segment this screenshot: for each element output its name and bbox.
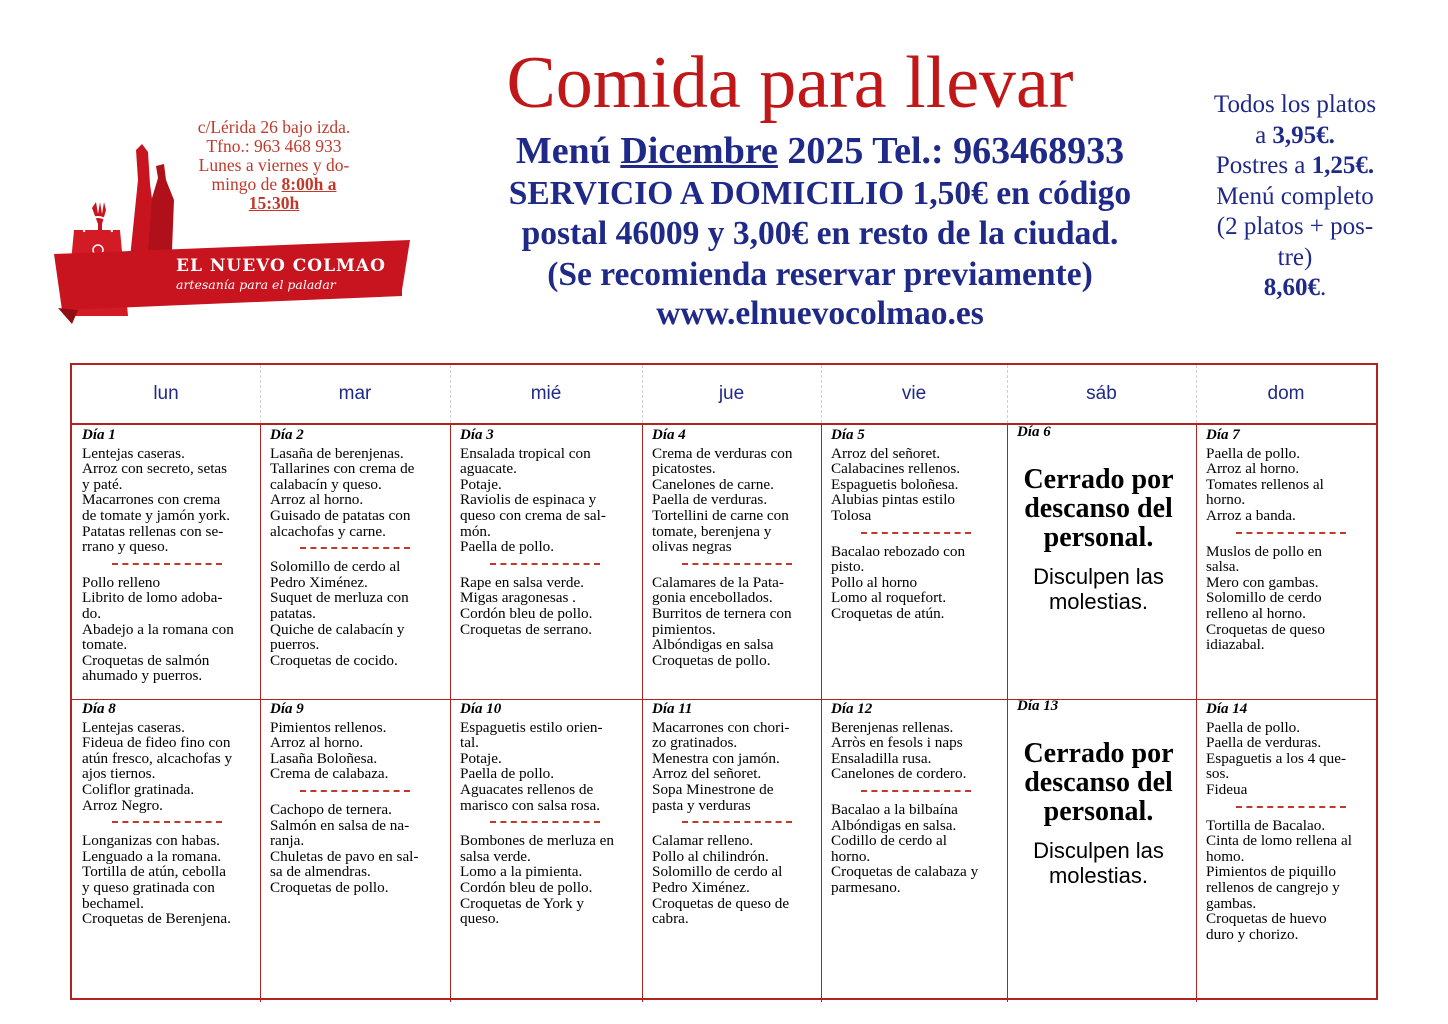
dish-item: Arroz del señoret.	[652, 765, 762, 783]
logo-tagline: artesanía para el paladar	[176, 277, 336, 292]
dish-item: Solomillo de cerdo al	[270, 558, 401, 576]
weekday-5: sáb	[1086, 383, 1117, 404]
address-hours-prefix: mingo de	[211, 174, 282, 194]
day-cell	[450, 425, 642, 699]
address-hours-end: 15:30h	[248, 193, 300, 213]
dish-item: horno.	[1206, 491, 1246, 509]
day-number: Día 3	[460, 427, 494, 443]
closed-notice: Cerrado por descanso del personal.	[1023, 463, 1174, 553]
price-line-6: tre)	[1277, 243, 1313, 271]
day-number: Día 2	[270, 427, 304, 443]
day-number: Día 8	[82, 701, 116, 717]
price-block	[1190, 90, 1400, 304]
header-divider	[821, 365, 822, 423]
course-separator	[831, 786, 1007, 796]
dish-item: Canelones de cordero.	[831, 765, 967, 783]
dish-item: idiazabal.	[1206, 636, 1265, 654]
dish-item: ajos tiernos.	[82, 765, 156, 783]
dish-item: Canelones de carne.	[652, 475, 774, 493]
dish-item: Quiche de calabacín y	[270, 620, 405, 638]
address-block	[168, 118, 380, 213]
dish-item: pisto.	[831, 558, 865, 576]
dish-item: Paella de pollo.	[460, 765, 555, 783]
dish-item: Cachopo de ternera.	[270, 800, 392, 818]
course-separator	[460, 817, 642, 827]
dish-item: Croquetas de cocido.	[270, 651, 398, 669]
website-link[interactable]: www.elnuevocolmao.es	[656, 295, 984, 332]
dish-item: Crema de calabaza.	[270, 765, 389, 783]
dish-item: Patatas rellenas con se-	[82, 522, 224, 540]
day-number: Día 10	[460, 701, 502, 717]
header-divider	[260, 365, 261, 423]
course-separator	[82, 817, 260, 827]
menu-heading	[420, 128, 1220, 174]
dish-item: Cinta de lomo rellena al	[1206, 832, 1352, 850]
dish-item: picatostes.	[652, 460, 716, 478]
day-cell	[72, 425, 260, 699]
course-separator	[831, 528, 1007, 538]
dish-item: alcachofas y carne.	[270, 522, 386, 540]
dish-item: tal.	[460, 734, 479, 752]
dish-item: salsa.	[1206, 558, 1240, 576]
dish-item: Suquet de merluza con	[270, 589, 409, 607]
dish-item: Fideua de fideo fino con	[82, 734, 231, 752]
weekday-6: dom	[1267, 383, 1305, 404]
page-title: Comida para llevar	[506, 42, 1074, 124]
dish-item: Coliflor gratinada.	[82, 780, 195, 798]
dish-item: Solomillo de cerdo al	[652, 863, 783, 881]
dish-item: Aguacates rellenos de	[460, 780, 594, 798]
dish-item: Croquetas de Berenjena.	[82, 910, 231, 928]
course-separator	[460, 559, 642, 569]
dish-item: marisco con salsa rosa.	[460, 796, 601, 814]
dish-item: parmesano.	[831, 878, 901, 896]
dish-item: bechamel.	[82, 894, 144, 912]
dish-item: Bombones de merluza en	[460, 832, 614, 850]
day-number: Día 13	[1017, 698, 1059, 714]
dish-item: sos.	[1206, 765, 1230, 783]
dish-item: tomate.	[82, 636, 128, 654]
dish-item: Potaje.	[460, 749, 502, 767]
dish-item: Pedro Ximénez.	[652, 878, 750, 896]
day-cell	[642, 425, 821, 699]
price-dish: 3,95€.	[1272, 121, 1335, 149]
day-number: Día 12	[831, 701, 873, 717]
logo-name: EL NUEVO COLMAO	[176, 256, 386, 276]
dish-item: Arroz al horno.	[270, 734, 364, 752]
dish-item: Espaguetis a los 4 que-	[1206, 749, 1347, 767]
dish-item: puerros.	[270, 636, 320, 654]
dish-item: Lentejas caseras.	[82, 718, 185, 736]
price-dish-prefix: a	[1255, 121, 1273, 149]
day-cell	[1196, 425, 1376, 699]
address-days: Lunes a viernes y do-	[198, 155, 350, 175]
dish-item: ranja.	[270, 832, 305, 850]
dish-item: Lentejas caseras.	[82, 444, 185, 462]
delivery-line-1: SERVICIO A DOMICILIO 1,50€ en código	[508, 175, 1132, 212]
dish-item: Arroz al horno.	[270, 491, 364, 509]
day-number: Día 1	[82, 427, 116, 443]
day-cell	[72, 699, 260, 998]
dish-item: aguacate.	[460, 460, 517, 478]
dish-item: Croquetas de serrano.	[460, 620, 593, 638]
dish-item: Albóndigas en salsa	[652, 636, 774, 654]
dish-item: gambas.	[1206, 894, 1257, 912]
address-hours-start: 8:00h a	[281, 174, 337, 194]
dish-item: Croquetas de pollo.	[270, 878, 389, 896]
header-divider	[450, 365, 451, 423]
dish-item: Pimientos rellenos.	[270, 718, 387, 736]
dish-item: Paella de verduras.	[652, 491, 768, 509]
weekday-1: mar	[338, 383, 372, 404]
price-line-7	[1190, 273, 1400, 304]
dish-item: Croquetas de calabaza y	[831, 863, 979, 881]
dish-item: Croquetas de pollo.	[652, 651, 771, 669]
dish-item: Arroz al horno.	[1206, 460, 1300, 478]
dish-item: pasta y verduras	[652, 796, 751, 814]
dish-item: duro y chorizo.	[1206, 925, 1299, 943]
dish-item: Paella de pollo.	[1206, 718, 1301, 736]
menu-calendar	[70, 363, 1378, 1000]
dish-item: Muslos de pollo en	[1206, 542, 1323, 560]
dish-item: Cordón bleu de pollo.	[460, 604, 593, 622]
price-dessert-prefix: Postres a	[1215, 152, 1312, 179]
dish-item: Croquetas de York y	[460, 894, 585, 912]
price-dessert: 1,25€.	[1311, 152, 1375, 179]
dish-item: Croquetas de huevo	[1206, 910, 1327, 928]
price-line-4: Menú completo	[1216, 182, 1374, 210]
price-full-menu: 8,60€	[1263, 274, 1320, 301]
reservation-note: (Se recomienda reservar previamente)	[547, 256, 1093, 293]
course-separator	[652, 559, 821, 569]
dish-item: Pollo al horno	[831, 573, 918, 591]
dish-item: pimientos.	[652, 620, 716, 638]
dish-item: Lomo a la pimienta.	[460, 863, 583, 881]
dish-item: sa de almendras.	[270, 863, 371, 881]
dish-item: Calamares de la Pata-	[652, 573, 784, 591]
dish-item: y paté.	[82, 475, 123, 493]
day-cell	[821, 699, 1007, 998]
dish-item: Fideua	[1206, 780, 1248, 798]
dish-item: Menestra con jamón.	[652, 749, 780, 767]
menu-suffix: 2025 Tel.: 963468933	[777, 130, 1125, 172]
dish-item: Croquetas de atún.	[831, 604, 945, 622]
day-number: Día 14	[1206, 701, 1248, 717]
dish-item: Alubias pintas estilo	[831, 491, 956, 509]
day-cell	[821, 425, 1007, 699]
dish-item: Tortellini de carne con	[652, 506, 789, 524]
dish-item: Croquetas de queso de	[652, 894, 790, 912]
dish-item: zo gratinados.	[652, 734, 738, 752]
course-separator	[82, 559, 260, 569]
dish-item: relleno al horno.	[1206, 604, 1306, 622]
closed-apology: Disculpen las molestias.	[1033, 837, 1164, 888]
dish-item: Macarrones con crema	[82, 491, 221, 509]
weekday-0: lun	[153, 383, 179, 404]
dish-item: Guisado de patatas con	[270, 506, 411, 524]
day-cell	[450, 699, 642, 998]
day-number: Día 4	[652, 427, 686, 443]
dish-item: Croquetas de salmón	[82, 651, 210, 669]
dish-item: Solomillo de cerdo	[1206, 589, 1322, 607]
price-line-5: (2 platos + pos-	[1216, 213, 1374, 240]
dish-item: Longanizas con habas.	[82, 832, 220, 850]
dish-item: Abadejo a la romana con	[82, 620, 234, 638]
dish-item: Albóndigas en salsa.	[831, 816, 957, 834]
dish-item: y queso gratinada con	[82, 878, 215, 896]
day-cell	[260, 425, 450, 699]
dish-item: Chuletas de pavo en sal-	[270, 847, 419, 865]
dish-item: Arroz Negro.	[82, 796, 163, 814]
weekday-3: jue	[718, 383, 745, 404]
course-separator	[1206, 802, 1376, 812]
dish-item: Crema de verduras con	[652, 444, 793, 462]
dish-item: de tomate y jamón york.	[82, 506, 231, 524]
dish-item: Espaguetis boloñesa.	[831, 475, 959, 493]
dish-item: Codillo de cerdo al	[831, 832, 947, 850]
address-street: c/Lérida 26 bajo izda.	[197, 117, 351, 137]
dish-item: Arroz del señoret.	[831, 444, 941, 462]
dish-item: salsa verde.	[460, 847, 531, 865]
day-cell	[1007, 425, 1196, 699]
day-cell	[642, 699, 821, 998]
day-cell	[1007, 699, 1196, 998]
dish-item: rrano y queso.	[82, 538, 169, 556]
dish-item: Tortilla de atún, cebolla	[82, 863, 227, 881]
menu-month: Dicembre	[620, 130, 778, 172]
day-cell	[1196, 699, 1376, 998]
day-number: Día 9	[270, 701, 304, 717]
dish-item: Ensalada tropical con	[460, 444, 591, 462]
price-line-2	[1190, 121, 1400, 152]
header-divider	[642, 365, 643, 423]
dish-item: Bacalao rebozado con	[831, 542, 966, 560]
dish-item: Paella de pollo.	[460, 538, 555, 556]
closed-notice: Cerrado por descanso del personal.	[1023, 737, 1174, 827]
dish-item: Ensaladilla rusa.	[831, 749, 932, 767]
dish-item: Pollo al chilindrón.	[652, 847, 769, 865]
dish-item: Lasaña de berenjenas.	[270, 444, 404, 462]
dish-item: Tallarines con crema de	[270, 460, 415, 478]
address-hours-line	[168, 175, 380, 194]
dish-item: Pedro Ximénez.	[270, 573, 368, 591]
delivery-line-2: postal 46009 y 3,00€ en resto de la ciudad.	[521, 215, 1119, 252]
dish-item: Potaje.	[460, 475, 502, 493]
course-separator	[1206, 528, 1376, 538]
dish-item: Mero con gambas.	[1206, 573, 1319, 591]
dish-item: Pollo relleno	[82, 573, 161, 591]
dish-item: homo.	[1206, 847, 1245, 865]
price-line-3	[1190, 151, 1400, 182]
course-separator	[270, 543, 450, 553]
weekday-2: mié	[530, 383, 562, 404]
dish-item: Rape en salsa verde.	[460, 573, 584, 591]
header-divider	[1196, 365, 1197, 423]
dish-item: Tomates rellenos al	[1206, 475, 1324, 493]
dish-item: rellenos de cangrejo y	[1206, 878, 1340, 896]
dish-item: atún fresco, alcachofas y	[82, 749, 233, 767]
dish-item: Raviolis de espinaca y	[460, 491, 597, 509]
dish-item: Croquetas de queso	[1206, 620, 1325, 638]
dish-item: Lasaña Boloñesa.	[270, 749, 378, 767]
dish-item: Lenguado a la romana.	[82, 847, 222, 865]
price-line-1: Todos los platos	[1213, 91, 1377, 118]
day-number: Día 5	[831, 427, 865, 443]
dish-item: Tolosa	[831, 506, 872, 524]
course-separator	[270, 786, 450, 796]
weekday-header	[72, 365, 1376, 425]
dish-item: queso con crema de sal-	[460, 506, 606, 524]
dish-item: cabra.	[652, 910, 689, 928]
dish-item: Pimientos de piquillo	[1206, 863, 1336, 881]
header-divider	[1007, 365, 1008, 423]
dish-item: calabacín y queso.	[270, 475, 382, 493]
dish-item: olivas negras	[652, 538, 732, 556]
dish-item: ahumado y puerros.	[82, 667, 203, 685]
closed-apology: Disculpen las molestias.	[1033, 563, 1164, 614]
dish-item: do.	[82, 604, 101, 622]
dish-item: Espaguetis estilo orien-	[460, 718, 603, 736]
dish-item: Calamar relleno.	[652, 832, 754, 850]
address-phone: Tfno.: 963 468 933	[206, 136, 342, 156]
dish-item: Burritos de ternera con	[652, 604, 792, 622]
price-full-menu-suffix: .	[1320, 274, 1327, 301]
dish-item: Migas aragonesas .	[460, 589, 576, 607]
dish-item: queso.	[460, 910, 500, 928]
dish-item: Arròs en fesols i naps	[831, 734, 963, 752]
dish-item: patatas.	[270, 604, 316, 622]
day-cell	[260, 699, 450, 998]
dish-item: tomate, berenjena y	[652, 522, 772, 540]
dish-item: món.	[460, 522, 491, 540]
dish-item: gonia encebollados.	[652, 589, 773, 607]
course-separator	[652, 817, 821, 827]
day-number: Día 6	[1017, 424, 1051, 440]
weekday-4: vie	[901, 383, 927, 404]
dish-item: Sopa Minestrone de	[652, 780, 774, 798]
dish-item: Cordón bleu de pollo.	[460, 878, 593, 896]
dish-item: Librito de lomo adoba-	[82, 589, 223, 607]
dish-item: Paella de pollo.	[1206, 444, 1301, 462]
day-number: Día 7	[1206, 427, 1240, 443]
dish-item: horno.	[831, 847, 871, 865]
dish-item: Arroz con secreto, setas	[82, 460, 228, 478]
day-number: Día 11	[652, 701, 693, 717]
dish-item: Bacalao a la bilbaína	[831, 800, 958, 818]
menu-prefix: Menú	[515, 130, 621, 172]
dish-item: Arroz a banda.	[1206, 506, 1296, 524]
dish-item: Calabacines rellenos.	[831, 460, 961, 478]
dish-item: Lomo al roquefort.	[831, 589, 947, 607]
dish-item: Paella de verduras.	[1206, 734, 1322, 752]
dish-item: Macarrones con chori-	[652, 718, 790, 736]
dish-item: Tortilla de Bacalao.	[1206, 816, 1326, 834]
dish-item: Salmón en salsa de na-	[270, 816, 410, 834]
dish-item: Berenjenas rellenas.	[831, 718, 954, 736]
